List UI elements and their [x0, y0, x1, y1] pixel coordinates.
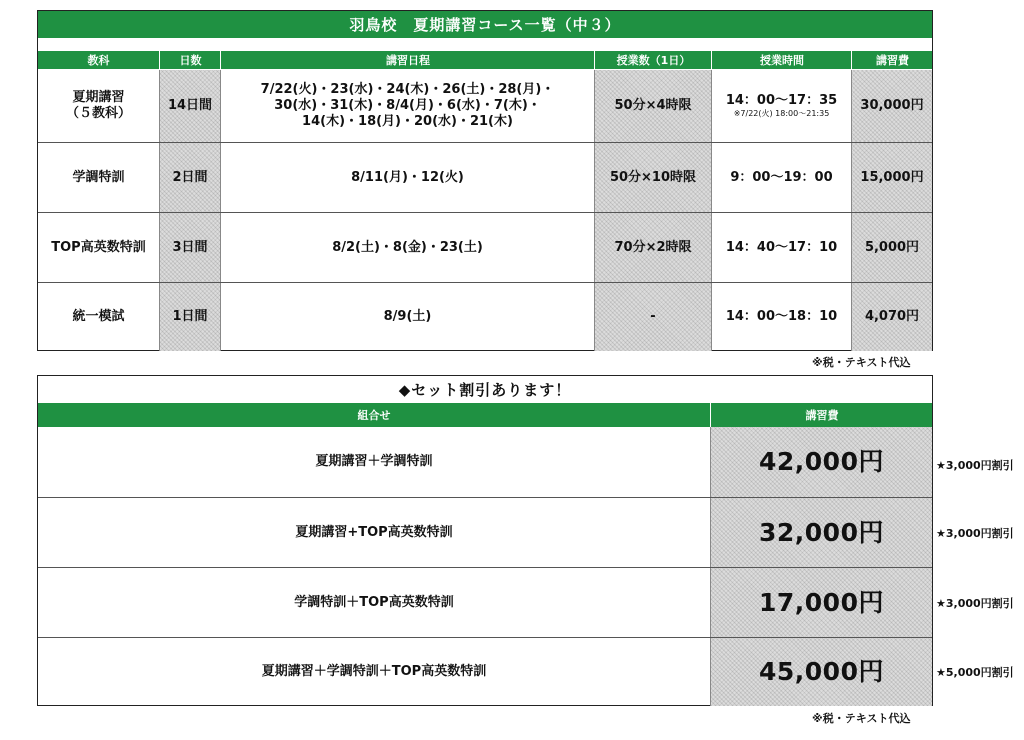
discount-label: ★3,000円割引	[936, 527, 1014, 540]
fee-cell: 4,070円	[851, 283, 932, 351]
schedule-line: 30(水)・31(木)・8/4(月)・6(水)・7(木)・	[274, 97, 541, 113]
days-cell: 3日間	[159, 213, 220, 283]
combo-cell: 夏期講習＋学調特訓	[315, 453, 433, 469]
lessons-cell: 70分×2時限	[594, 213, 711, 283]
table-row	[38, 212, 932, 283]
combo-cell: 夏期講習＋学調特訓＋TOP高英数特訓	[261, 663, 487, 679]
price-cell: 32,000円	[710, 498, 932, 568]
table-row	[38, 497, 932, 568]
discount-label: ★3,000円割引	[936, 459, 1014, 472]
price-cell: 17,000円	[710, 568, 932, 638]
schedule-cell: 8/2(土)・8(金)・23(土)	[220, 213, 594, 283]
subject-cell: 学調特訓	[72, 169, 125, 185]
time-cell: 9：00～19：00	[711, 143, 851, 213]
fee-cell: 30,000円	[851, 70, 932, 142]
schedule-line: 7/22(火)・23(水)・24(木)・26(土)・28(月)・	[260, 81, 555, 97]
table-row	[38, 142, 932, 213]
header-price: 講習費	[710, 403, 933, 427]
combo-cell: 夏期講習+TOP高英数特訓	[295, 524, 453, 540]
lessons-cell: 50分×10時限	[594, 143, 711, 213]
schedule-cell: 8/11(月)・12(火)	[220, 143, 594, 213]
course-table	[37, 10, 933, 351]
schedule-line: 14(木)・18(月)・20(水)・21(木)	[302, 114, 513, 130]
fee-cell: 5,000円	[851, 213, 932, 283]
course-table-note: ※税・テキスト代込	[812, 356, 911, 369]
course-table-body	[38, 70, 932, 350]
price-cell: 45,000円	[710, 638, 932, 706]
set-discount-title: ◆セット割引あります！	[398, 381, 572, 399]
table-row	[38, 567, 932, 638]
course-table-title: 羽鳥校 夏期講習コース一覧（中３）	[38, 11, 932, 38]
combo-cell: 学調特訓＋TOP高英数特訓	[294, 594, 454, 610]
header-schedule: 講習日程	[220, 51, 595, 69]
schedule-cell	[220, 70, 594, 142]
header-combination: 組合せ	[357, 409, 391, 422]
header-subject: 教科	[87, 54, 110, 67]
lessons-cell: -	[594, 283, 711, 351]
days-cell: 2日間	[159, 143, 220, 213]
header-days: 日数	[159, 51, 221, 69]
course-table-header	[38, 51, 932, 69]
subject-cell: TOP高英数特訓	[51, 239, 146, 255]
subject-cell: 統一模試	[72, 308, 125, 324]
table-row	[38, 427, 932, 497]
set-table-note: ※税・テキスト代込	[812, 712, 911, 725]
table-row	[38, 70, 932, 142]
header-lessons: 授業数（1日）	[594, 51, 712, 69]
lessons-cell: 50分×4時限	[594, 70, 711, 142]
discount-label: ★5,000円割引	[936, 666, 1014, 679]
price-cell: 42,000円	[710, 427, 932, 497]
days-cell: 1日間	[159, 283, 220, 351]
subject-cell	[38, 70, 159, 142]
table-row	[38, 637, 932, 706]
subject-label: 夏期講習	[72, 89, 125, 105]
set-discount-header	[38, 403, 932, 427]
schedule-cell: 8/9(土)	[220, 283, 594, 351]
time-cell: 14：00～18：10	[711, 283, 851, 351]
set-discount-table	[37, 375, 933, 706]
discount-label: ★3,000円割引	[936, 597, 1014, 610]
days-cell: 14日間	[159, 70, 220, 142]
subject-sublabel: （５教科）	[65, 106, 131, 121]
set-discount-body	[38, 427, 932, 705]
time-note: ※7/22(火) 18:00～21:35	[733, 109, 830, 119]
fee-cell: 15,000円	[851, 143, 932, 213]
header-fee: 講習費	[851, 51, 933, 69]
header-time: 授業時間	[711, 51, 852, 69]
time-cell: 14：40～17：10	[711, 213, 851, 283]
time-cell	[711, 70, 851, 142]
table-row	[38, 282, 932, 351]
time-value: 14：00～17：35	[725, 92, 838, 108]
